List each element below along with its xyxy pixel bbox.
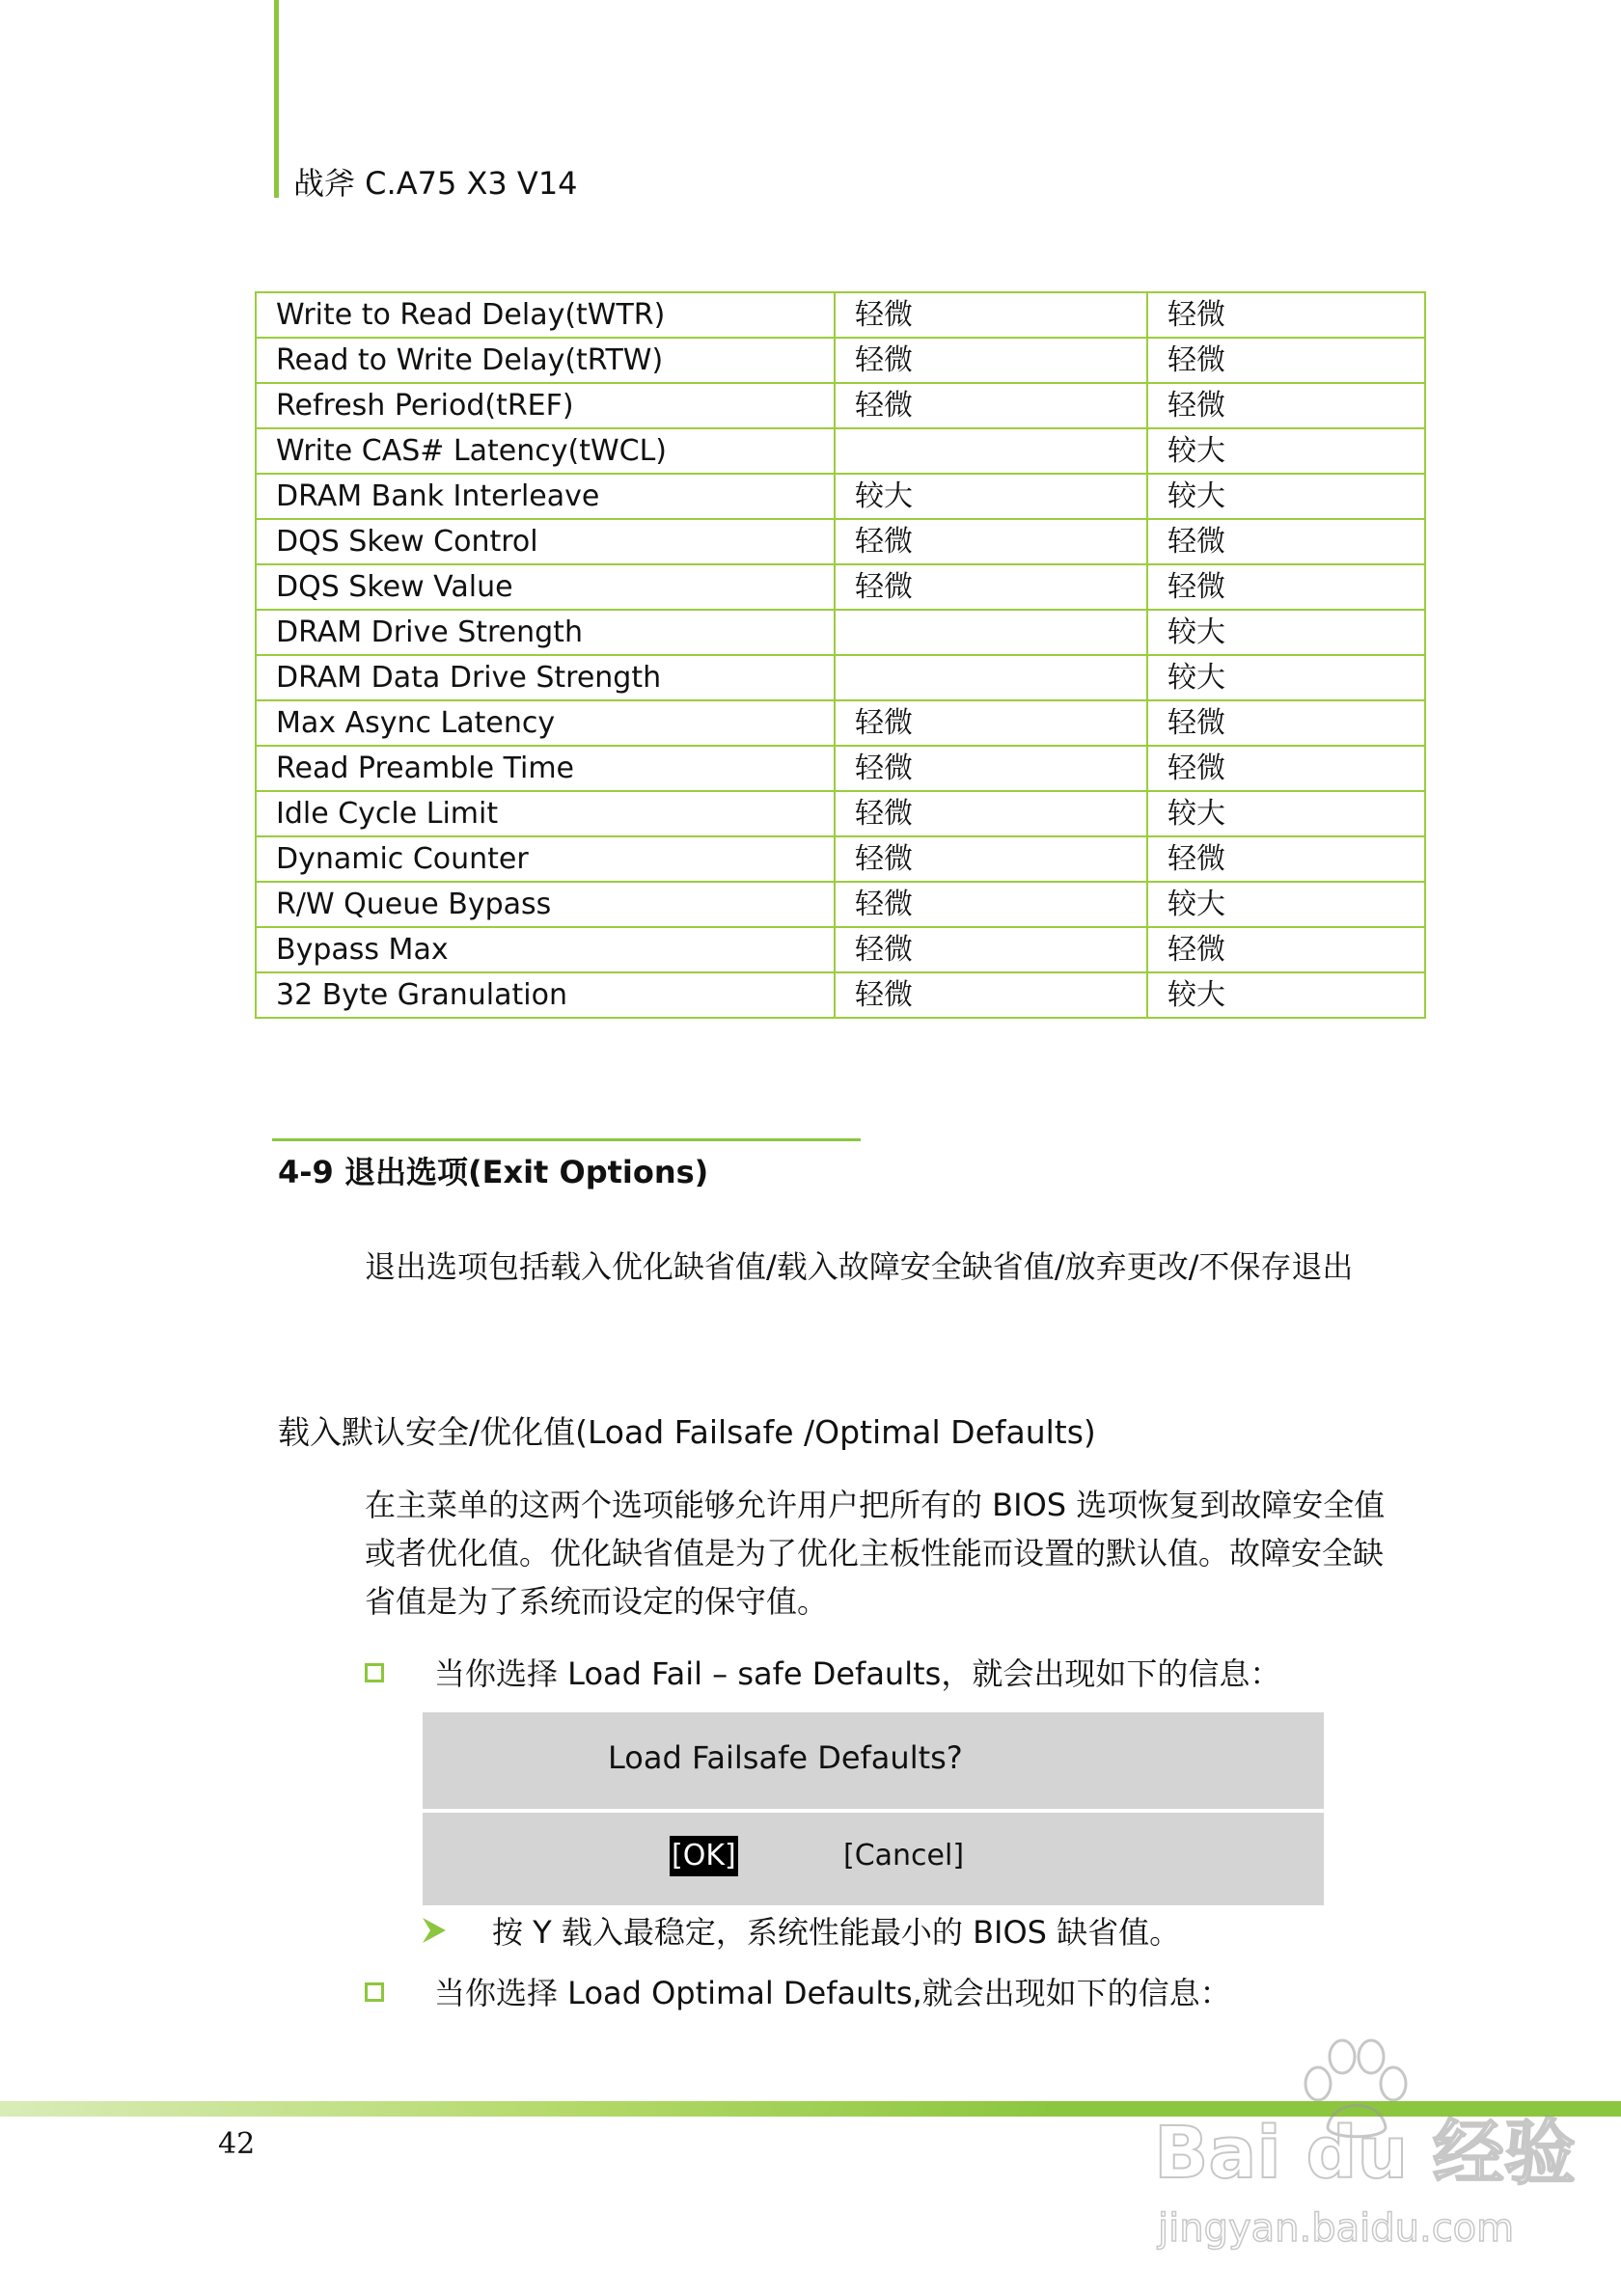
impact-cell-a xyxy=(835,428,1147,474)
parameter-name-cell: DRAM Bank Interleave xyxy=(256,474,835,519)
impact-cell-a: 较大 xyxy=(835,474,1147,519)
impact-cell-a: 轻微 xyxy=(835,746,1147,791)
parameter-name-cell: R/W Queue Bypass xyxy=(256,882,835,927)
table-row xyxy=(256,610,1425,655)
parameter-name-cell: Idle Cycle Limit xyxy=(256,791,835,836)
impact-cell-a: 轻微 xyxy=(835,383,1147,428)
parameter-table xyxy=(255,291,1426,1019)
parameter-name-cell: DQS Skew Control xyxy=(256,519,835,564)
parameter-name-cell: Write CAS# Latency(tWCL) xyxy=(256,428,835,474)
parameter-name-cell: DQS Skew Value xyxy=(256,564,835,610)
table-row xyxy=(256,338,1425,383)
impact-cell-a: 轻微 xyxy=(835,338,1147,383)
description-paragraph: 在主菜单的这两个选项能够允许用户把所有的 BIOS 选项恢复到故障安全值或者优化值。优化缺省值是为了优化主板性能而设置的默认值。故障安全缺省值是为了系统而设定的保守值。 xyxy=(365,1487,1386,1620)
table-row xyxy=(256,791,1425,836)
impact-cell-b: 轻微 xyxy=(1147,746,1425,791)
impact-cell-a: 轻微 xyxy=(835,700,1147,746)
dialog-title: Load Failsafe Defaults? xyxy=(608,1739,963,1776)
impact-cell-b: 较大 xyxy=(1147,474,1425,519)
parameter-name-cell: Refresh Period(tREF) xyxy=(256,383,835,428)
impact-cell-a: 轻微 xyxy=(835,564,1147,610)
impact-cell-b: 较大 xyxy=(1147,655,1425,700)
impact-cell-b: 轻微 xyxy=(1147,519,1425,564)
table-row xyxy=(256,927,1425,972)
intro-paragraph: 退出选项包括载入优化缺省值/载入故障安全缺省值/放弃更改/不保存退出 xyxy=(365,1248,1354,1285)
cancel-button[interactable]: [Cancel] xyxy=(843,1839,965,1872)
impact-cell-b: 轻微 xyxy=(1147,927,1425,972)
baidu-watermark xyxy=(1144,2036,1576,2267)
table-row xyxy=(256,519,1425,564)
arrow-bullet-icon xyxy=(423,1918,446,1943)
document-header-title: 战斧 C.A75 X3 V14 xyxy=(293,165,578,202)
page-number: 42 xyxy=(218,2127,256,2161)
parameter-name-cell: 32 Byte Granulation xyxy=(256,972,835,1018)
impact-cell-a: 轻微 xyxy=(835,791,1147,836)
table-row xyxy=(256,972,1425,1018)
parameter-name-cell: DRAM Data Drive Strength xyxy=(256,655,835,700)
impact-cell-a: 轻微 xyxy=(835,882,1147,927)
impact-cell-b: 较大 xyxy=(1147,882,1425,927)
impact-cell-a xyxy=(835,655,1147,700)
dialog-divider xyxy=(423,1809,1324,1813)
impact-cell-b: 轻微 xyxy=(1147,338,1425,383)
impact-cell-a xyxy=(835,610,1147,655)
ok-button[interactable]: [OK] xyxy=(670,1836,738,1876)
section-heading: 4-9 退出选项(Exit Options) xyxy=(278,1154,709,1190)
impact-cell-b: 轻微 xyxy=(1147,292,1425,338)
table-row xyxy=(256,836,1425,882)
impact-cell-b: 较大 xyxy=(1147,791,1425,836)
table-row xyxy=(256,383,1425,428)
impact-cell-a: 轻微 xyxy=(835,519,1147,564)
impact-cell-b: 轻微 xyxy=(1147,564,1425,610)
impact-cell-b: 较大 xyxy=(1147,610,1425,655)
parameter-name-cell: Write to Read Delay(tWTR) xyxy=(256,292,835,338)
parameter-name-cell: Read to Write Delay(tRTW) xyxy=(256,338,835,383)
impact-cell-b: 轻微 xyxy=(1147,836,1425,882)
subsection-heading: 载入默认安全/优化值(Load Failsafe /Optimal Defaults) xyxy=(278,1413,1096,1451)
arrow-item-text: 按 Y 载入最稳定，系统性能最小的 BIOS 缺省值。 xyxy=(492,1914,1181,1951)
checkbox-bullet-icon xyxy=(365,1663,384,1682)
table-row xyxy=(256,564,1425,610)
table-row xyxy=(256,882,1425,927)
watermark-logo-text: Bai du 经验 xyxy=(1154,2112,1576,2195)
parameter-name-cell: Max Async Latency xyxy=(256,700,835,746)
bullet-text: 当你选择 Load Optimal Defaults,就会出现如下的信息： xyxy=(434,1975,1231,2011)
impact-cell-a: 轻微 xyxy=(835,927,1147,972)
table-row xyxy=(256,474,1425,519)
table-row xyxy=(256,292,1425,338)
bullet-text: 当你选择 Load Fail – safe Defaults，就会出现如下的信息： xyxy=(434,1655,1281,1692)
impact-cell-a: 轻微 xyxy=(835,972,1147,1018)
section-rule xyxy=(272,1138,861,1141)
table-row xyxy=(256,428,1425,474)
impact-cell-b: 较大 xyxy=(1147,428,1425,474)
table-row xyxy=(256,700,1425,746)
impact-cell-a: 轻微 xyxy=(835,292,1147,338)
failsafe-dialog xyxy=(423,1712,1324,1905)
impact-cell-b: 轻微 xyxy=(1147,700,1425,746)
impact-cell-b: 轻微 xyxy=(1147,383,1425,428)
parameter-name-cell: Bypass Max xyxy=(256,927,835,972)
parameter-name-cell: Read Preamble Time xyxy=(256,746,835,791)
table-row xyxy=(256,746,1425,791)
parameter-name-cell: Dynamic Counter xyxy=(256,836,835,882)
header-accent-bar xyxy=(274,0,279,198)
watermark-url: jingyan.baidu.com xyxy=(1158,2206,1515,2251)
table-row xyxy=(256,655,1425,700)
checkbox-bullet-icon xyxy=(365,1982,384,2002)
parameter-name-cell: DRAM Drive Strength xyxy=(256,610,835,655)
impact-cell-a: 轻微 xyxy=(835,836,1147,882)
impact-cell-b: 较大 xyxy=(1147,972,1425,1018)
